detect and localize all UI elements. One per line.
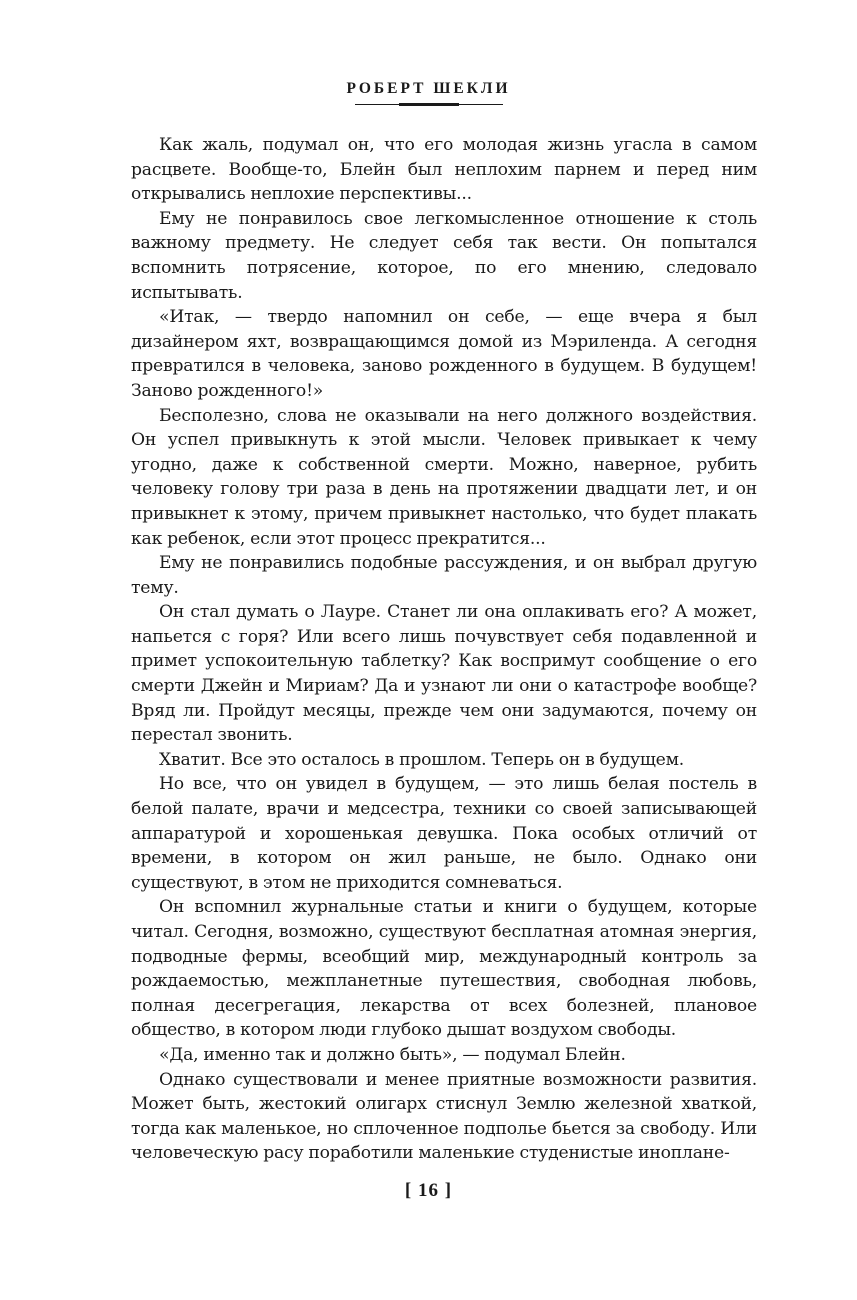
paragraph: Как жаль, подумал он, что его молодая жизнь угасла в самом расцвете. Вообще-то, Блейн был неплохим парнем и перед ним открывались неплохие перспективы... [131, 135, 757, 205]
paragraph: «Итак, — твердо напомнил он себе, — еще вчера я был дизайнером яхт, возвращающимся домой из Мэриленда. А сегодня превратился в человека, заново рожденного в будущем. В будущем! Заново рожденного!» [131, 307, 757, 401]
page-number: [ 16 ] [404, 1180, 453, 1201]
paragraph: Хватит. Все это осталось в прошлом. Теперь он в будущем. [159, 749, 685, 770]
header-rule [355, 104, 503, 105]
paragraph: Ему не понравилось свое легкомысленное отношение к столь важному предмету. Не следует себя так вести. Он попытался вспомнить потрясение, которое, по его мнению, следовало испытывать. [131, 208, 757, 303]
paragraph: «Да, именно так и должно быть», — подумал Блейн. [159, 1044, 626, 1065]
paragraph: Однако существовали и менее приятные возможности развития. Может быть, жестокий олигарх стиснул Землю железной хваткой, тогда как маленькое, но сплоченное подполье бьется за свободу. Или человеческую расу поработили маленькие студенистые иноплане- [131, 1069, 757, 1164]
paragraph: Он стал думать о Лауре. Станет ли она оплакивать его? А может, напьется с горя? Или всего лишь почувствует себя подавленной и примет успокоительную таблетку? Как воспримут сообщение о его смерти Джейн и Мириам? Да и узнают ли они о катастрофе вообще? Вряд ли. Пройдут месяцы, прежде чем они задумаются, почему он перестал звонить. [131, 602, 757, 746]
page-header [0, 80, 857, 105]
paragraph: Бесполезно, слова не оказывали на него должного воздействия. Он успел привыкнуть к этой мысли. Человек привыкает к чему угодно, даже к собственной смерти. Можно, наверное, рубить человеку голову три раза в день на протяжении двадцати лет, и он привыкнет к этому, причем привыкнет настолько, что будет плакать как ребенок, если этот процесс прекратится... [131, 405, 757, 549]
paragraph: Ему не понравились подобные рассуждения, и он выбрал другую тему. [131, 553, 757, 598]
paragraph: Он вспомнил журнальные статьи и книги о будущем, которые читал. Сегодня, возможно, существуют бесплатная атомная энергия, подводные фермы, всеобщий мир, международный контроль за рождаемостью, межпланетные путешествия, свободная любовь, полная десегрегация, лекарства от всех болезней, плановое общество, в котором люди глубоко дышат воздухом свободы. [131, 897, 757, 1041]
paragraph: Но все, что он увидел в будущем, — это лишь белая постель в белой палате, врачи и медсестра, техники со своей записывающей аппаратурой и хорошенькая девушка. Пока особых отличий от времени, в котором он жил раньше, не было. Однако они существуют, в этом не приходится сомневаться. [131, 774, 757, 893]
running-head-author: РОБЕРТ ШЕКЛИ [346, 80, 511, 97]
body-text [131, 133, 757, 1166]
